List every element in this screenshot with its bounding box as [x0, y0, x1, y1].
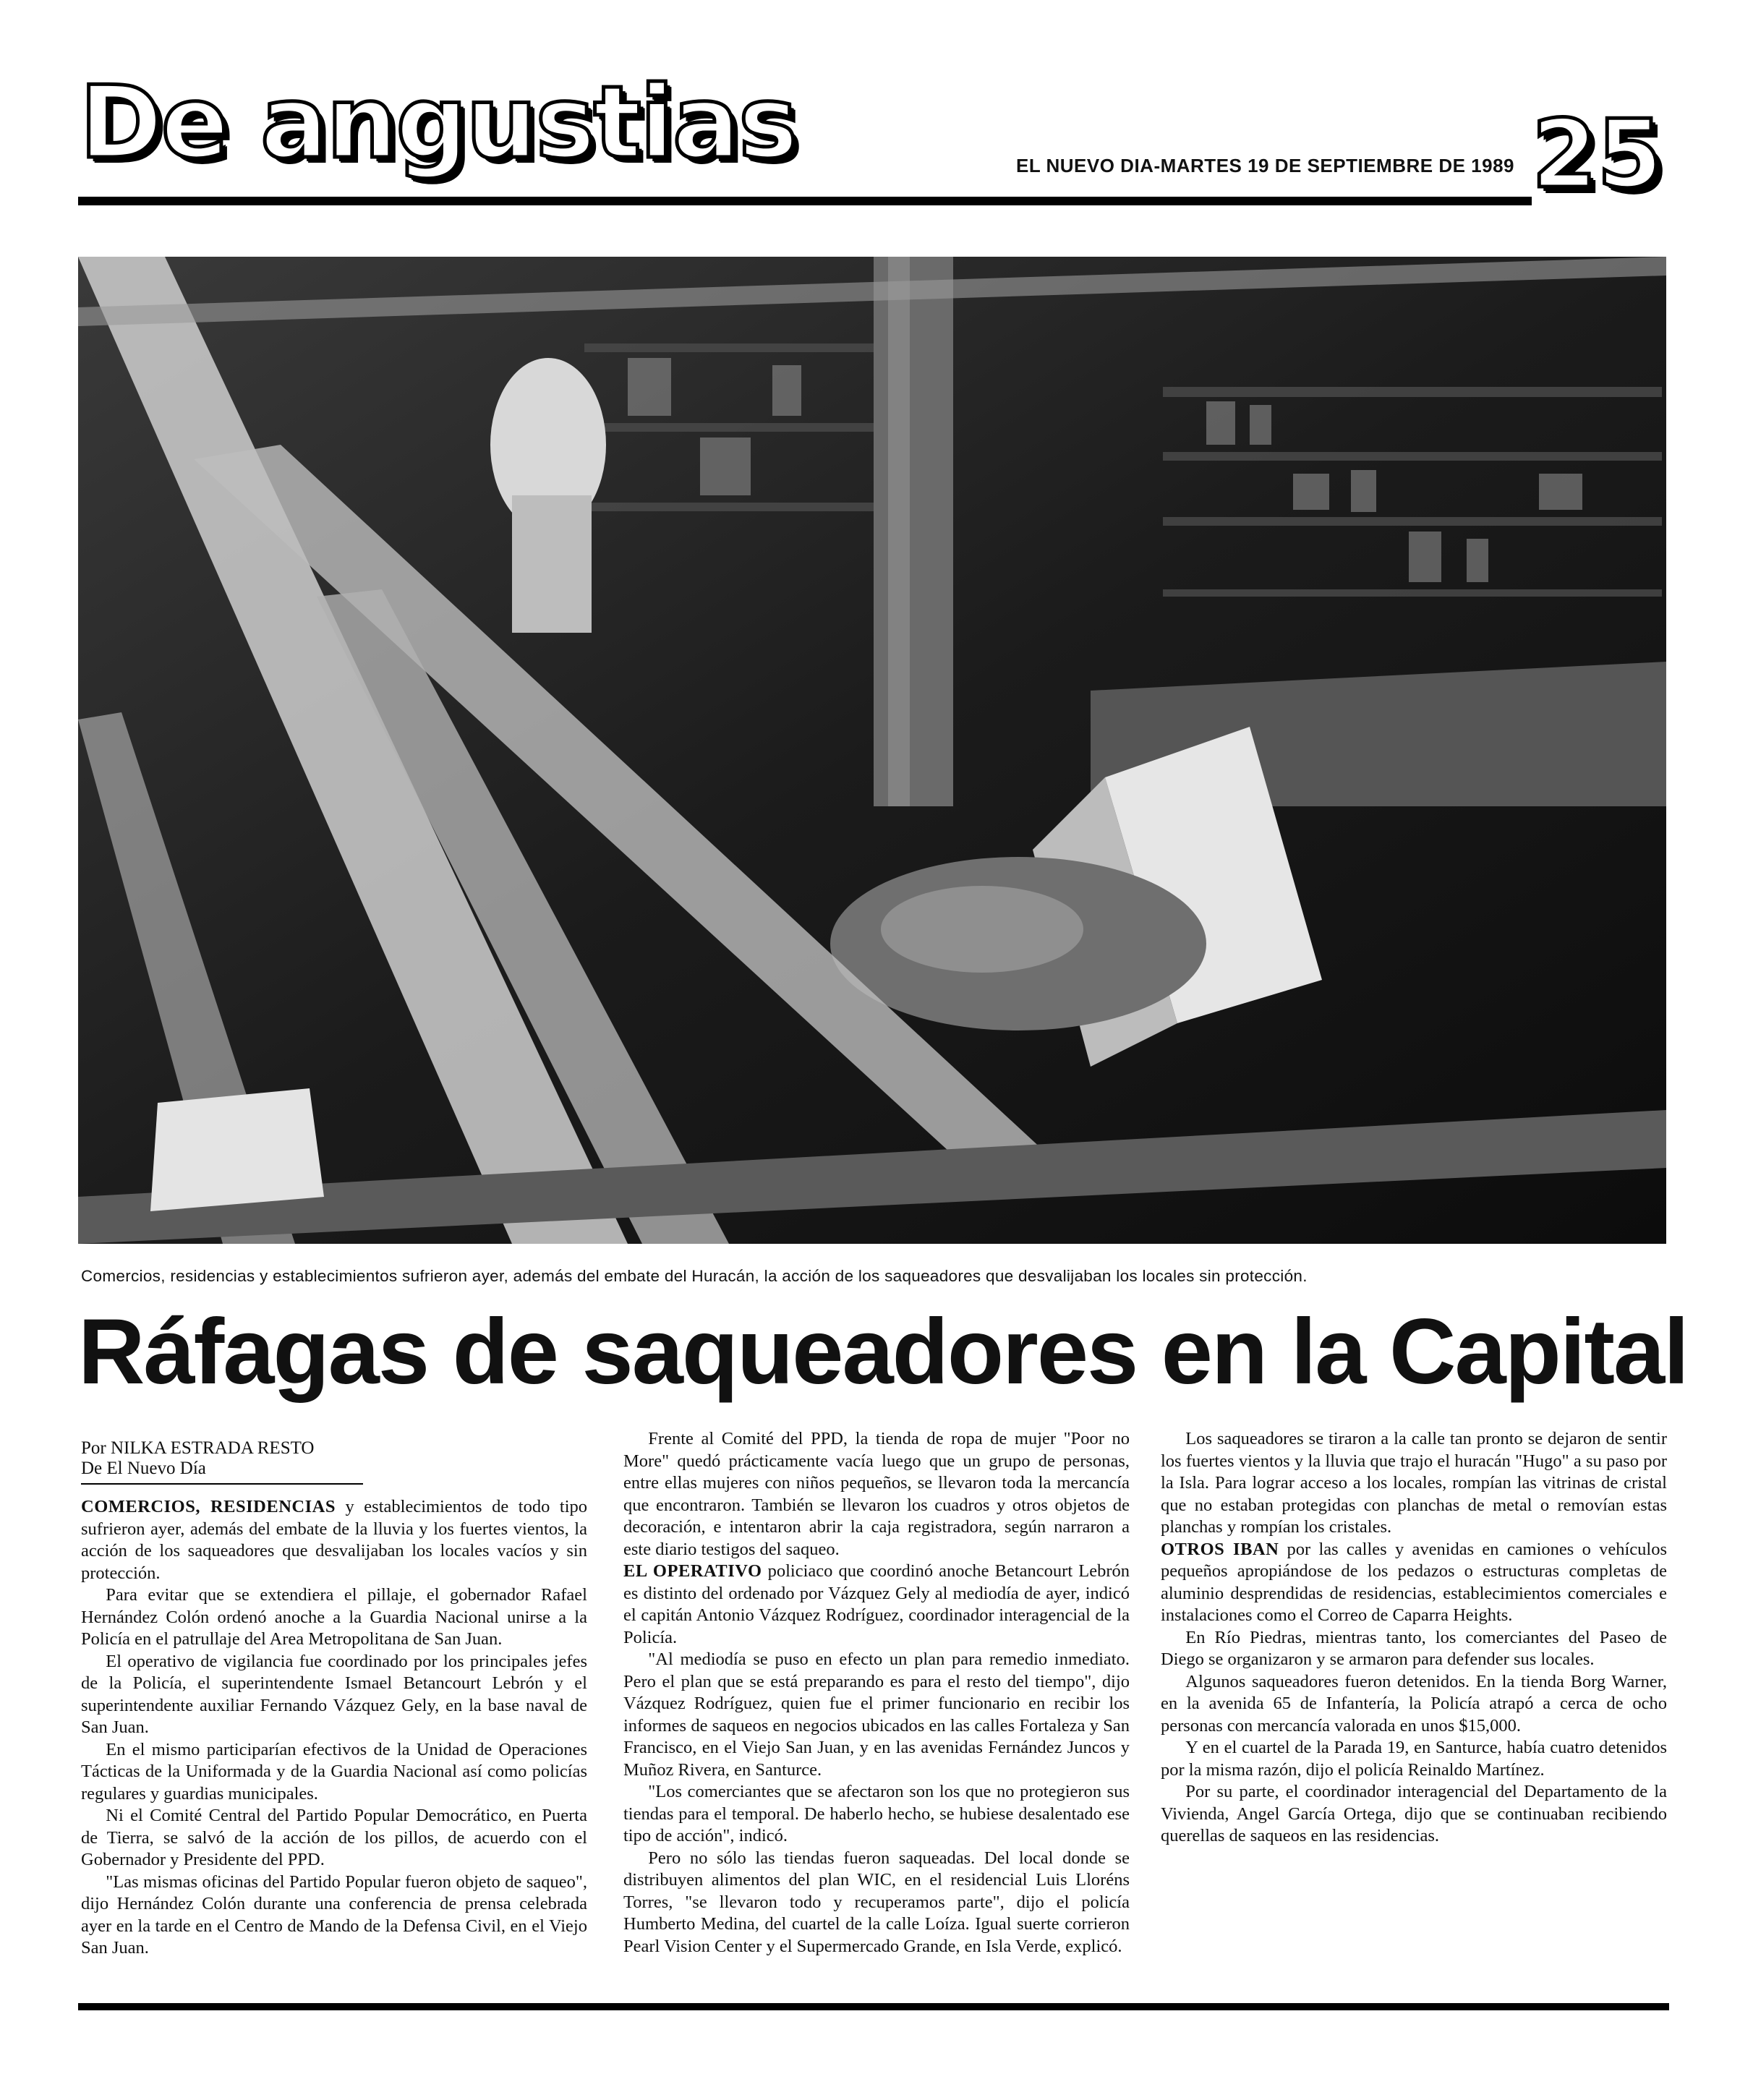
- paragraph-text: "Al mediodía se puso en efecto un plan para remedio inmediato. Pero el plan que se está preparando es para el resto del tiempo", dijo Vázquez Rodríguez, quien fue el primer funcionario en recibir los informes de saqueos en negocios ubicados en las calles Fortaleza y San Francisco, en el Viejo San Juan, y en las avenidas Fernández Juncos y Muñoz Rivera, en Santurce.: [623, 1649, 1130, 1780]
- paragraph-lead-in: EL OPERATIVO: [623, 1561, 762, 1581]
- article-paragraph: [1161, 1539, 1667, 1627]
- paragraph-text: Ni el Comité Central del Partido Popular Democrático, en Puerta de Tierra, se salvó de la acción de los pillos, de acuerdo con el Gobernador y Presidente del PPD.: [81, 1806, 587, 1869]
- paragraph-text: y establecimientos de todo tipo sufrieron ayer, además del embate de la lluvia y los fuertes vientos, la acción de los saqueadores que desvalijaban los locales vacíos y sin protección.: [81, 1497, 588, 1583]
- photo-caption: Comercios, residencias y establecimientos sufrieron ayer, además del embate del Huracán, la acción de los saqueadores que desvalijaban los locales sin protección.: [81, 1267, 1308, 1285]
- column-1-body: [81, 1496, 587, 1960]
- article-paragraph: [81, 1871, 587, 1960]
- paragraph-text: En el mismo participarían efectivos de la Unidad de Operaciones Tácticas de la Uniformada y de la Guardia Nacional así como policías regulares y guardias municipales.: [81, 1739, 587, 1804]
- paragraph-text: Algunos saqueadores fueron detenidos. En la tienda Borg Warner, en la avenida 65 de Infantería, la Policía atrapó a cerca de ocho personas con mercancía valorada en unos $15,000.: [1161, 1671, 1667, 1736]
- paragraph-text: Para evitar que se extendiera el pillaje, el gobernador Rafael Hernández Colón ordenó anoche a la Guardia Nacional unirse a la Policía en el patrullaje del Area Metropolitana de San Juan.: [81, 1585, 587, 1649]
- paragraph-text: Los saqueadores se tiraron a la calle tan pronto se dejaron de sentir los fuertes vientos y la lluvia que trajo el huracán "Hugo" a su paso por la Isla. Para lograr acceso a los locales, rompían las vitrinas de cristal que no estaban protegidas con planchas de metal o removían estas planchas y rompían los cristales.: [1161, 1429, 1667, 1537]
- article-paragraph: [81, 1496, 587, 1584]
- article-headline: Ráfagas de saqueadores en la Capital: [78, 1300, 1688, 1404]
- article-paragraph: [81, 1651, 587, 1739]
- paragraph-text: "Los comerciantes que se afectaron son los que no protegieron sus tiendas para el temporal. De haberlo hecho, se hubiese desalentado ese tipo de acción", indicó.: [623, 1782, 1130, 1845]
- article-paragraph: [81, 1739, 587, 1806]
- paragraph-text: por las calles y avenidas en camiones o vehículos pequeños apropiándose de los pedazos o estructuras completas de aluminio desprendidas de residencias, establecimientos comerciales e instalaciones como el Correo de Caparra Heights.: [1161, 1539, 1667, 1625]
- column-2-body: [623, 1428, 1130, 1958]
- paragraph-lead-in: COMERCIOS, RESIDENCIAS: [81, 1497, 336, 1516]
- section-title: De angustias: [80, 64, 797, 181]
- page-number: 25: [1532, 99, 1663, 209]
- article-paragraph: [623, 1428, 1130, 1561]
- column-3-body: [1161, 1428, 1667, 1848]
- dateline: EL NUEVO DIA-MARTES 19 DE SEPTIEMBRE DE 1989: [1016, 155, 1515, 176]
- article-paragraph: [1161, 1428, 1667, 1539]
- article-paragraph: [1161, 1781, 1667, 1848]
- paragraph-text: En Río Piedras, mientras tanto, los comerciantes del Paseo de Diego se organizaron y se armaron para defender sus locales.: [1161, 1627, 1667, 1669]
- article-paragraph: [1161, 1737, 1667, 1781]
- byline-author: Por NILKA ESTRADA RESTO: [81, 1438, 315, 1458]
- header-rule: [78, 197, 1532, 205]
- byline-outlet: De El Nuevo Día: [81, 1459, 206, 1478]
- article-paragraph: [623, 1561, 1130, 1649]
- article-paragraph: [623, 1781, 1130, 1848]
- article-paragraph: [623, 1649, 1130, 1781]
- paragraph-text: Y en el cuartel de la Parada 19, en Santurce, había cuatro detenidos por la misma razón, dijo el policía Reinaldo Martínez.: [1161, 1738, 1667, 1780]
- article-column-2: [623, 1428, 1130, 1958]
- article-paragraph: [1161, 1671, 1667, 1738]
- paragraph-text: Pero no sólo las tiendas fueron saqueadas. Del local donde se distribuyen alimentos del plan WIC, en el residencial Luis Lloréns Torres, "se llevaron todo y recuperamos parte", dijo el policía Humberto Medina, del cuartel de la calle Loíza. Igual suerte corrieron Pearl Vision Center y el Supermercado Grande, en Isla Verde, explicó.: [623, 1848, 1130, 1956]
- paragraph-text: El operativo de vigilancia fue coordinado por los principales jefes de la Policía, el superintendente Ismael Betancourt Lebrón y el superintendente auxiliar Fernando Vázquez Gely, en la base naval de San Juan.: [81, 1651, 587, 1737]
- article-column-1: [81, 1428, 587, 1960]
- news-photo-graphic: [78, 257, 1666, 1244]
- article-column-3: [1161, 1428, 1667, 1848]
- article-paragraph: [81, 1584, 587, 1651]
- paragraph-text: Frente al Comité del PPD, la tienda de ropa de mujer "Poor no More" quedó prácticamente vacía luego que un grupo de personas, entre ellas mujeres con niños pequeños, se llevaron toda la mercancía que encontraron. También se llevaron los cuadros y otros objetos de decoración, e intentaron abrir la caja registradora, según narraron a este diario testigos del saqueo.: [623, 1429, 1130, 1559]
- byline: [81, 1438, 587, 1479]
- article-paragraph: [1161, 1627, 1667, 1671]
- paragraph-text: "Las mismas oficinas del Partido Popular fueron objeto de saqueo", dijo Hernández Colón durante una conferencia de prensa celebrada ayer en la tarde en el Centro de Mando de la Defensa Civil, en el Viejo San Juan.: [81, 1871, 587, 1958]
- paragraph-text: policiaco que coordinó anoche Betancourt Lebrón es distinto del ordenado por Vázquez Gely al mediodía de ayer, indicó el capitán Antonio Vázquez Rodríguez, coordinador interagencial de la Policía.: [623, 1561, 1130, 1647]
- news-photo: [78, 257, 1666, 1244]
- article-paragraph: [623, 1848, 1130, 1958]
- article-paragraph: [81, 1805, 587, 1871]
- paragraph-lead-in: OTROS IBAN: [1161, 1539, 1279, 1559]
- paragraph-text: Por su parte, el coordinador interagencial del Departamento de la Vivienda, Angel García Ortega, dijo que se continuaban recibiendo querellas de saqueos en las residencias.: [1161, 1782, 1667, 1845]
- byline-rule: [81, 1483, 363, 1485]
- footer-rule: [78, 2003, 1669, 2010]
